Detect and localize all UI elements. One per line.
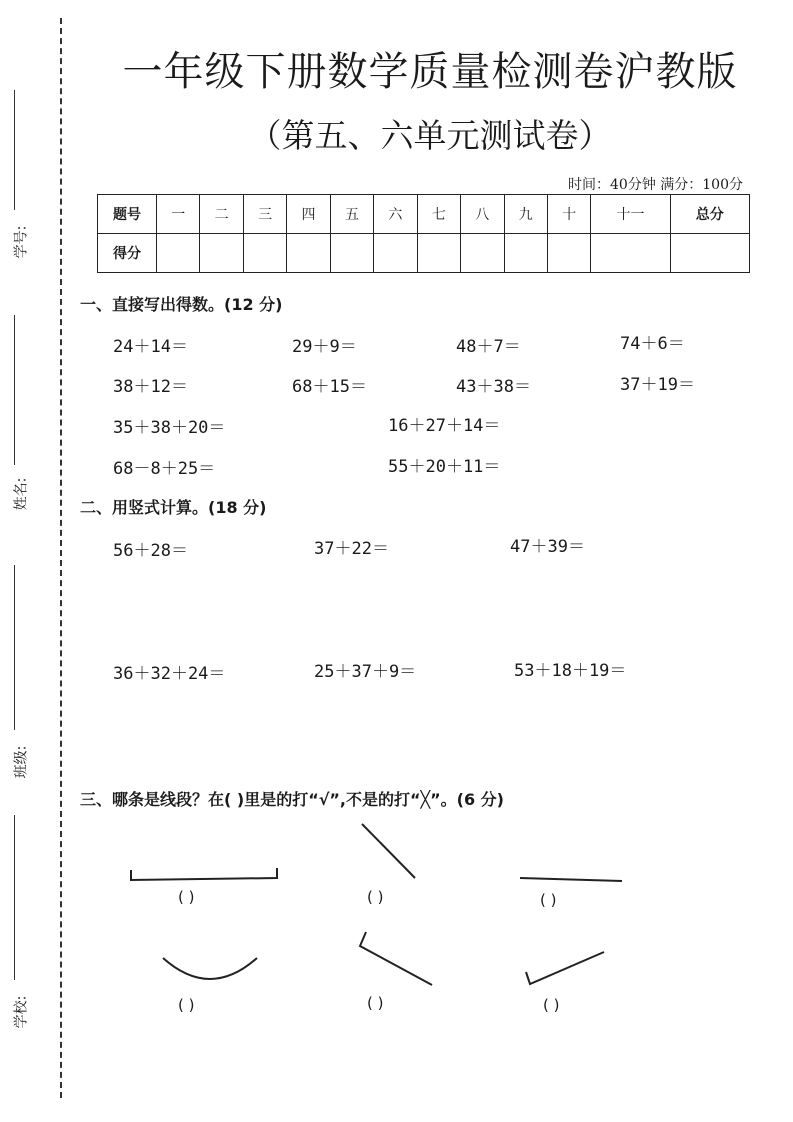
table-cell: 一 [157,195,200,234]
figure-slanted-segment [362,824,415,878]
problem: 55＋20＋11＝ [388,457,501,477]
page-subtitle: （第五、六单元测试卷） [248,116,612,155]
table-cell: 十 [547,195,590,234]
answer-blank[interactable]: ( ) [543,996,560,1014]
problem: 53＋18＋19＝ [514,661,627,681]
section-3-title: 三、哪条是线段？在( )里是的打“√”,不是的打“╳”。(6 分) [80,790,504,809]
table-cell: 总分 [670,195,749,234]
student-id-label: 学号: [13,225,30,259]
problem: 29＋9＝ [292,337,357,357]
problem: 37＋19＝ [620,375,695,395]
answer-blank[interactable]: ( ) [367,994,384,1012]
answer-blank[interactable]: ( ) [178,888,195,906]
section-1-title: 一、直接写出得数。(12 分) [80,295,283,314]
table-cell: 得分 [98,234,157,273]
problem: 74＋6＝ [620,334,685,354]
problem: 47＋39＝ [510,537,585,557]
figure-angle-right [526,952,604,984]
problem: 43＋38＝ [456,377,531,397]
table-cell: 十一 [591,195,670,234]
problem: 25＋37＋9＝ [314,662,417,682]
table-cell: 题号 [98,195,157,234]
answer-blank[interactable]: ( ) [540,891,557,909]
table-cell: 二 [200,195,243,234]
class-label: 班级: [13,745,30,779]
section-2-title: 二、用竖式计算。(18 分) [80,498,267,517]
school-label: 学校: [13,995,30,1029]
table-cell: 八 [461,195,504,234]
problem: 56＋28＝ [113,541,188,561]
figure-angle-left [360,932,432,985]
table-cell: 四 [287,195,330,234]
problem: 68＋15＝ [292,377,367,397]
problem: 16＋27＋14＝ [388,416,501,436]
figure-bracket-line [131,868,277,880]
table-cell: 六 [374,195,417,234]
answer-blank[interactable]: ( ) [178,996,195,1014]
figure-flat-line [520,878,622,881]
problem: 24＋14＝ [113,337,188,357]
table-cell: 七 [417,195,460,234]
table-cell: 三 [243,195,286,234]
time-score-info: 时间：40分钟 满分：100分 [568,177,743,193]
problem: 35＋38＋20＝ [113,418,226,438]
table-cell: 五 [330,195,373,234]
problem: 36＋32＋24＝ [113,664,226,684]
answer-blank[interactable]: ( ) [367,888,384,906]
problem: 68－8＋25＝ [113,459,216,479]
table-cell: 九 [504,195,547,234]
figure-curve [163,958,257,979]
name-label: 姓名: [13,477,30,511]
problem: 38＋12＝ [113,377,188,397]
problem: 48＋7＝ [456,337,521,357]
problem: 37＋22＝ [314,539,389,559]
page-title: 一年级下册数学质量检测卷沪教版 [122,49,738,95]
